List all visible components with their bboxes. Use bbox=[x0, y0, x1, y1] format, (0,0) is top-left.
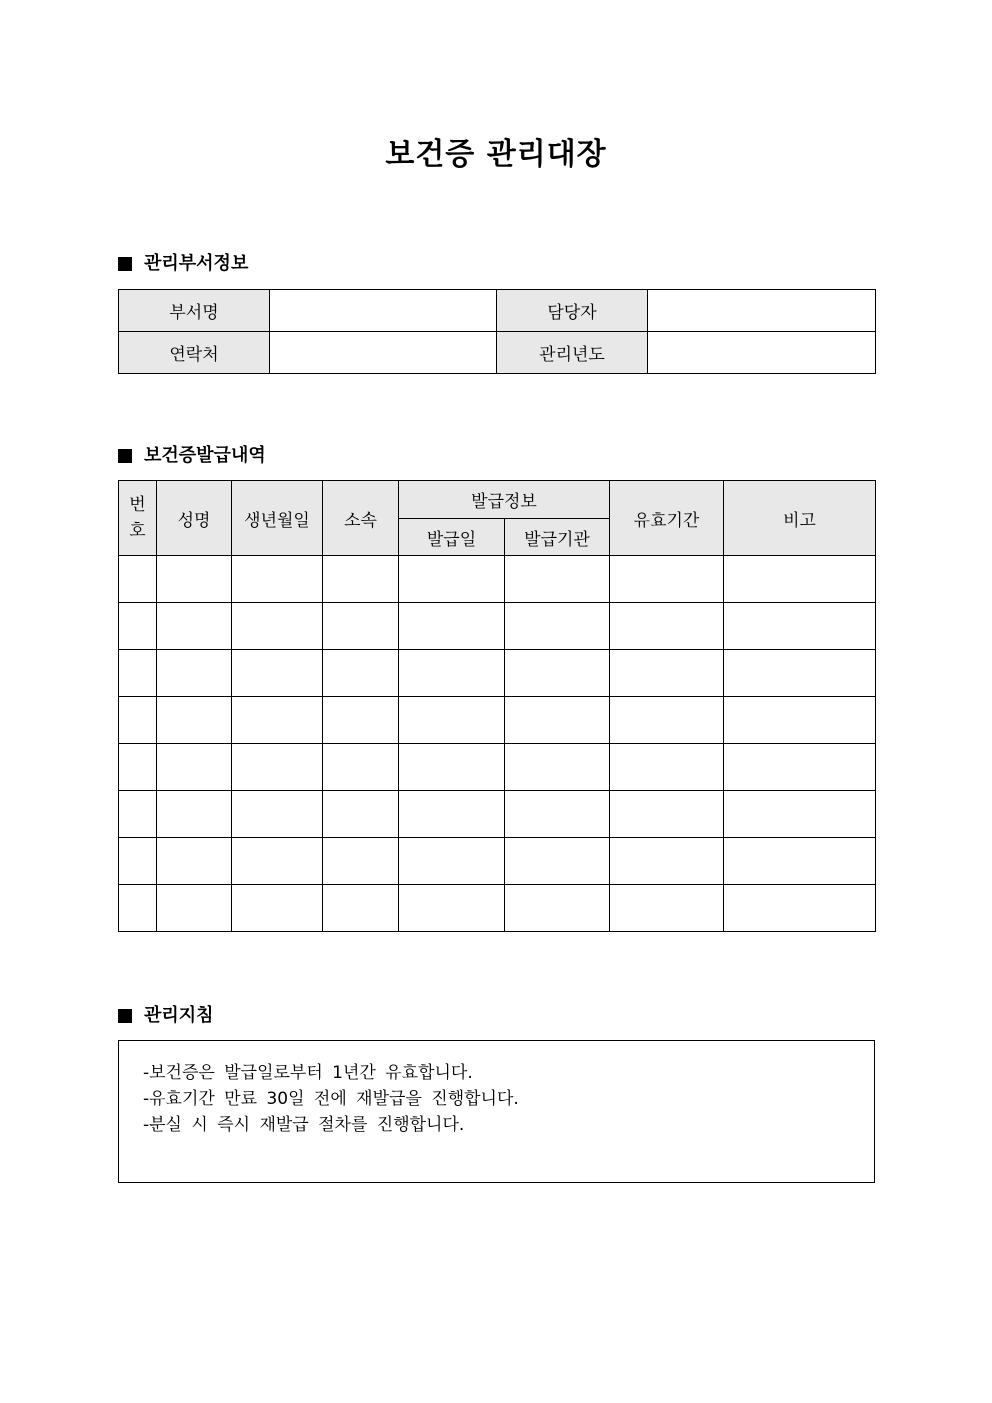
cell-affiliation[interactable] bbox=[323, 744, 399, 791]
cell-affiliation[interactable] bbox=[323, 556, 399, 603]
cell-issue-date[interactable] bbox=[399, 885, 505, 932]
cell-birth[interactable] bbox=[232, 697, 323, 744]
cell-name[interactable] bbox=[157, 650, 232, 697]
cell-name[interactable] bbox=[157, 838, 232, 885]
cell-issue-date[interactable] bbox=[399, 603, 505, 650]
cell-issue-date[interactable] bbox=[399, 650, 505, 697]
table-row bbox=[119, 791, 876, 838]
cell-number[interactable] bbox=[119, 885, 157, 932]
guideline-line: -분실 시 즉시 재발급 절차를 진행합니다. bbox=[143, 1115, 465, 1135]
cell-issue-date[interactable] bbox=[399, 838, 505, 885]
header-validity: 유효기간 bbox=[610, 481, 724, 556]
cell-issue-agency[interactable] bbox=[505, 650, 610, 697]
table-row bbox=[119, 556, 876, 603]
dept-label-cell: 연락처 bbox=[119, 332, 270, 374]
cell-birth[interactable] bbox=[232, 650, 323, 697]
table-row bbox=[119, 650, 876, 697]
table-row bbox=[119, 744, 876, 791]
guidelines-box bbox=[118, 1040, 875, 1183]
cell-remarks[interactable] bbox=[724, 838, 876, 885]
dept-value-cell[interactable] bbox=[648, 290, 876, 332]
issue-history-table bbox=[118, 480, 876, 932]
dept-value-cell[interactable] bbox=[270, 290, 497, 332]
cell-issue-date[interactable] bbox=[399, 744, 505, 791]
document-title: 보건증 관리대장 bbox=[385, 137, 607, 172]
cell-affiliation[interactable] bbox=[323, 885, 399, 932]
cell-affiliation[interactable] bbox=[323, 650, 399, 697]
cell-remarks[interactable] bbox=[724, 650, 876, 697]
cell-issue-date[interactable] bbox=[399, 791, 505, 838]
guideline-line: -보건증은 발급일로부터 1년간 유효합니다. bbox=[143, 1063, 473, 1083]
cell-number[interactable] bbox=[119, 838, 157, 885]
table-row bbox=[119, 697, 876, 744]
cell-birth[interactable] bbox=[232, 744, 323, 791]
cell-validity[interactable] bbox=[610, 885, 724, 932]
cell-validity[interactable] bbox=[610, 744, 724, 791]
cell-birth[interactable] bbox=[232, 838, 323, 885]
cell-number[interactable] bbox=[119, 791, 157, 838]
cell-remarks[interactable] bbox=[724, 603, 876, 650]
cell-issue-agency[interactable] bbox=[505, 838, 610, 885]
cell-number[interactable] bbox=[119, 603, 157, 650]
cell-remarks[interactable] bbox=[724, 885, 876, 932]
cell-name[interactable] bbox=[157, 885, 232, 932]
cell-birth[interactable] bbox=[232, 603, 323, 650]
issue-section-heading-text: 보건증발급내역 bbox=[144, 445, 266, 466]
header-birth: 생년월일 bbox=[232, 481, 323, 556]
cell-name[interactable] bbox=[157, 697, 232, 744]
cell-issue-agency[interactable] bbox=[505, 556, 610, 603]
dept-label-cell: 담당자 bbox=[497, 290, 648, 332]
cell-validity[interactable] bbox=[610, 603, 724, 650]
dept-value-cell[interactable] bbox=[648, 332, 876, 374]
cell-issue-date[interactable] bbox=[399, 556, 505, 603]
header-remarks: 비고 bbox=[724, 481, 876, 556]
cell-issue-agency[interactable] bbox=[505, 791, 610, 838]
cell-birth[interactable] bbox=[232, 885, 323, 932]
dept-label-cell: 부서명 bbox=[119, 290, 270, 332]
square-bullet-icon bbox=[118, 257, 132, 271]
cell-name[interactable] bbox=[157, 791, 232, 838]
guide-section-heading bbox=[118, 1003, 214, 1029]
cell-name[interactable] bbox=[157, 603, 232, 650]
cell-affiliation[interactable] bbox=[323, 603, 399, 650]
issue-section-heading bbox=[118, 443, 266, 469]
cell-validity[interactable] bbox=[610, 791, 724, 838]
table-row bbox=[119, 603, 876, 650]
cell-name[interactable] bbox=[157, 556, 232, 603]
cell-remarks[interactable] bbox=[724, 791, 876, 838]
header-issue-date: 발급일 bbox=[399, 519, 505, 556]
cell-affiliation[interactable] bbox=[323, 697, 399, 744]
square-bullet-icon bbox=[118, 449, 132, 463]
guideline-line: -유효기간 만료 30일 전에 재발급을 진행합니다. bbox=[143, 1089, 519, 1109]
cell-remarks[interactable] bbox=[724, 556, 876, 603]
cell-remarks[interactable] bbox=[724, 697, 876, 744]
cell-issue-agency[interactable] bbox=[505, 744, 610, 791]
dept-section-heading-text: 관리부서정보 bbox=[144, 253, 249, 274]
cell-issue-agency[interactable] bbox=[505, 603, 610, 650]
cell-birth[interactable] bbox=[232, 556, 323, 603]
cell-affiliation[interactable] bbox=[323, 791, 399, 838]
header-number: 번 호 bbox=[119, 481, 157, 556]
cell-validity[interactable] bbox=[610, 697, 724, 744]
cell-number[interactable] bbox=[119, 556, 157, 603]
header-affiliation: 소속 bbox=[323, 481, 399, 556]
cell-name[interactable] bbox=[157, 744, 232, 791]
cell-validity[interactable] bbox=[610, 650, 724, 697]
dept-info-table bbox=[118, 289, 876, 374]
dept-label-cell: 관리년도 bbox=[497, 332, 648, 374]
issue-table-body bbox=[119, 556, 876, 932]
cell-number[interactable] bbox=[119, 697, 157, 744]
cell-validity[interactable] bbox=[610, 838, 724, 885]
dept-value-cell[interactable] bbox=[270, 332, 497, 374]
cell-issue-agency[interactable] bbox=[505, 885, 610, 932]
dept-row bbox=[119, 332, 876, 374]
dept-row bbox=[119, 290, 876, 332]
guide-section-heading-text: 관리지침 bbox=[144, 1005, 214, 1026]
dept-section-heading bbox=[118, 251, 248, 277]
cell-number[interactable] bbox=[119, 744, 157, 791]
square-bullet-icon bbox=[118, 1009, 132, 1023]
cell-affiliation[interactable] bbox=[323, 838, 399, 885]
cell-remarks[interactable] bbox=[724, 744, 876, 791]
table-row bbox=[119, 838, 876, 885]
header-issue-agency: 발급기관 bbox=[505, 519, 610, 556]
cell-issue-date[interactable] bbox=[399, 697, 505, 744]
cell-issue-agency[interactable] bbox=[505, 697, 610, 744]
cell-number[interactable] bbox=[119, 650, 157, 697]
cell-validity[interactable] bbox=[610, 556, 724, 603]
table-row bbox=[119, 885, 876, 932]
issue-header-row bbox=[119, 481, 876, 519]
cell-birth[interactable] bbox=[232, 791, 323, 838]
header-issue-info: 발급정보 bbox=[399, 481, 610, 519]
header-name: 성명 bbox=[157, 481, 232, 556]
